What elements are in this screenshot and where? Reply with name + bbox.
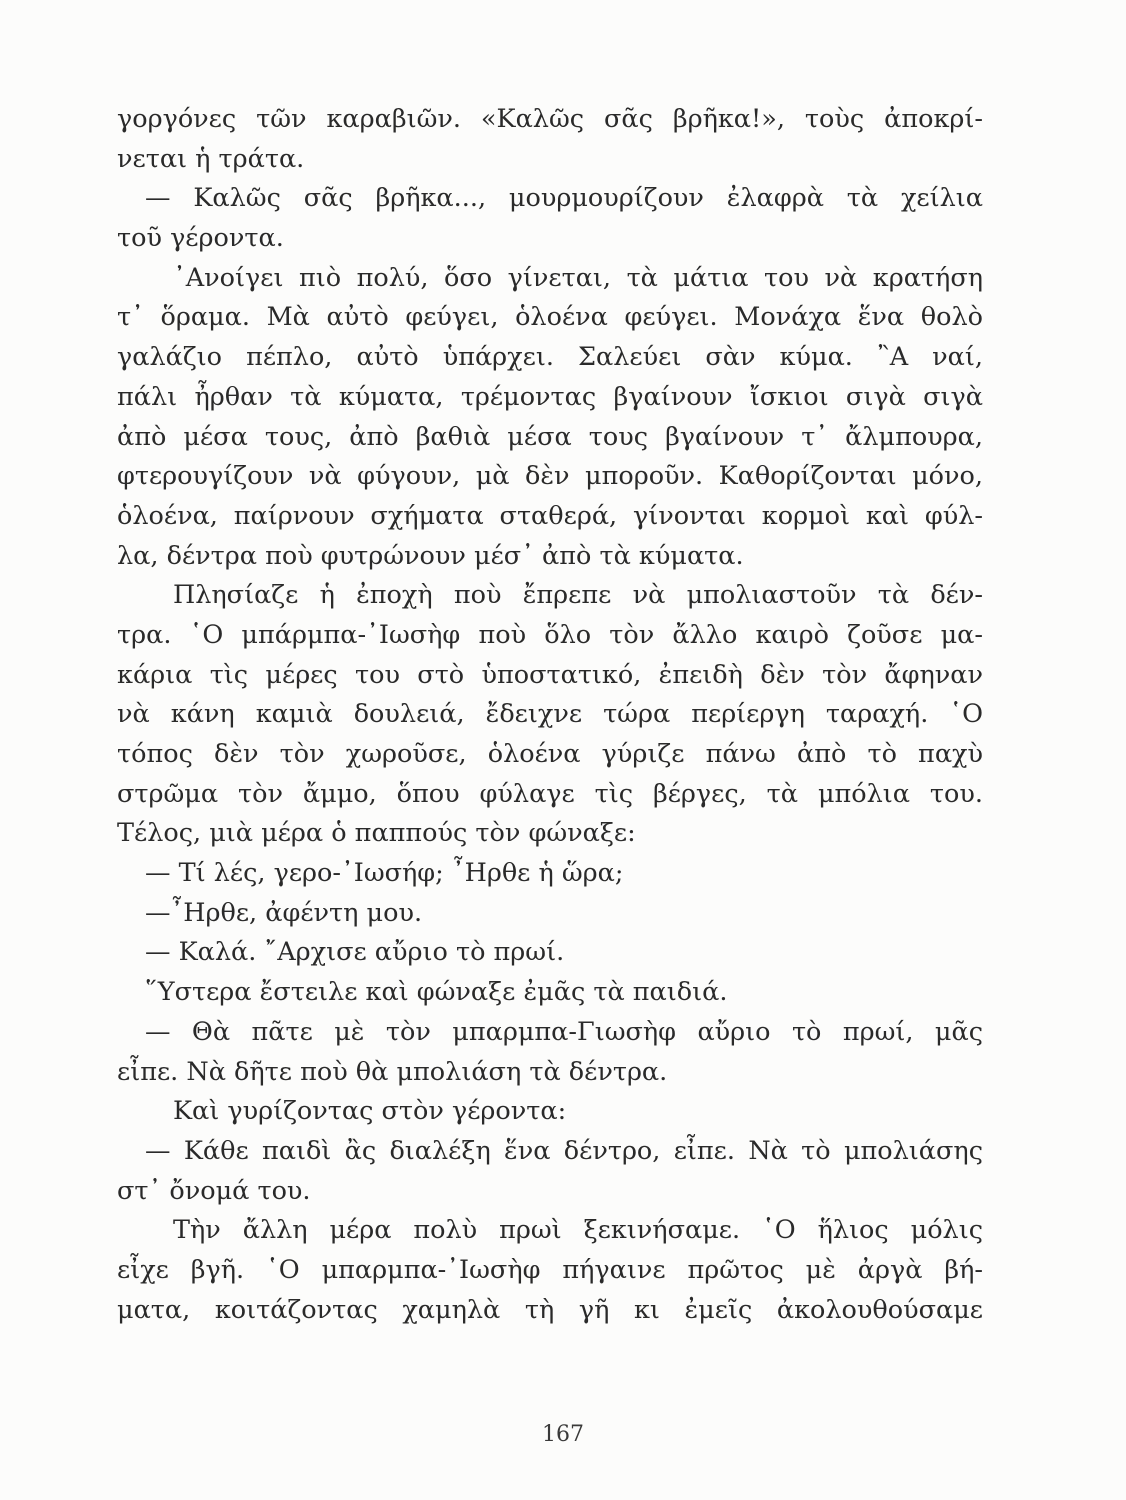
text-line: τ᾿ ὅραμα. Μὰ αὐτὸ φεύγει, ὁλοένα φεύγει. Μονάχα ἕνα θολὸ [117, 302, 983, 333]
text-line: — Καλῶς σᾶς βρῆκα..., μουρμουρίζουν ἐλαφρὰ τὰ χείλια [145, 183, 983, 214]
text-line: νεται ἡ τράτα. [117, 143, 305, 174]
text-line: λα, δέντρα ποὺ φυτρώνουν μέσ᾿ ἀπὸ τὰ κύματα. [117, 540, 744, 571]
text-line: κάρια τὶς μέρες του στὸ ὑποστατικό, ἐπειδὴ δὲν τὸν ἄφηναν [117, 659, 983, 690]
text-line: εἶπε. Νὰ δῆτε ποὺ θὰ μπολιάση τὰ δέντρα. [117, 1056, 668, 1087]
text-line: νὰ κάνη καμιὰ δουλειά, ἔδειχνε τώρα περίεργη ταραχή. ῾Ο [117, 699, 983, 730]
text-line: —῏Ηρθε, ἀφέντη μου. [145, 897, 423, 928]
text-line: τόπος δὲν τὸν χωροῦσε, ὁλοένα γύριζε πάνω ἀπὸ τὸ παχὺ [117, 739, 983, 769]
text-line: γοργόνες τῶν καραβιῶν. «Καλῶς σᾶς βρῆκα!», τοὺς ἀποκρί- [117, 104, 983, 134]
text-line: τρα. ῾Ο μπάρμπα-᾿Ιωσὴφ ποὺ ὅλο τὸν ἄλλο καιρὸ ζοῦσε μα- [117, 619, 983, 650]
text-line: τοῦ γέροντα. [117, 223, 284, 254]
text-line: στ᾿ ὄνομά του. [117, 1175, 311, 1206]
page-number: 167 [542, 1422, 584, 1447]
body-text [117, 100, 983, 1330]
text-line: εἶχε βγῆ. ῾Ο μπαρμπα-᾿Ιωσὴφ πήγαινε πρῶτος μὲ ἀργὰ βή- [117, 1254, 983, 1285]
text-line: — Κάθε παιδὶ ἂς διαλέξη ἕνα δέντρο, εἶπε. Νὰ τὸ μπολιάσης [145, 1135, 983, 1166]
text-line: ᾿Ανοίγει πιὸ πολύ, ὅσο γίνεται, τὰ μάτια του νὰ κρατήση [173, 262, 983, 293]
text-line: Καὶ γυρίζοντας στὸν γέροντα: [173, 1096, 567, 1127]
text-line: ῞Υστερα ἔστειλε καὶ φώναξε ἐμᾶς τὰ παιδιά. [145, 977, 728, 1008]
text-line: — Θὰ πᾶτε μὲ τὸν μπαρμπα-Γιωσὴφ αὔριο τὸ πρωί, μᾶς [145, 1016, 983, 1047]
text-line: Τὴν ἄλλη μέρα πολὺ πρωὶ ξεκινήσαμε. ῾Ο ἥλιος μόλις [173, 1215, 983, 1246]
text-line: γαλάζιο πέπλο, αὐτὸ ὑπάρχει. Σαλεύει σὰν κύμα. ῍Α ναί, [117, 342, 983, 373]
text-line: ματα, κοιτάζοντας χαμηλὰ τὴ γῆ κι ἐμεῖς ἀκολουθούσαμε [117, 1294, 983, 1325]
text-line: πάλι ἦρθαν τὰ κύματα, τρέμοντας βγαίνουν ἴσκιοι σιγὰ σιγὰ [117, 381, 983, 412]
text-line: ἀπὸ μέσα τους, ἀπὸ βαθιὰ μέσα τους βγαίνουν τ᾿ ἄλμπουρα, [117, 421, 983, 452]
text-line: — Τί λές, γερο-᾿Ιωσήφ; ῏Ηρθε ἡ ὥρα; [145, 858, 624, 889]
text-line: Πλησίαζε ἡ ἐποχὴ ποὺ ἔπρεπε νὰ μπολιαστοῦν τὰ δέν- [173, 580, 983, 611]
text-line: στρῶμα τὸν ἄμμο, ὅπου φύλαγε τὶς βέργες, τὰ μπόλια του. [117, 778, 983, 809]
text-line: φτερουγίζουν νὰ φύγουν, μὰ δὲν μποροῦν. Καθορίζονται μόνο, [117, 461, 983, 492]
text-line: ὁλοένα, παίρνουν σχήματα σταθερά, γίνονται κορμοὶ καὶ φύλ- [117, 500, 983, 531]
text-line: Τέλος, μιὰ μέρα ὁ παππούς τὸν φώναξε: [117, 818, 636, 849]
text-line: — Καλά. ῎Αρχισε αὔριο τὸ πρωί. [145, 937, 565, 968]
